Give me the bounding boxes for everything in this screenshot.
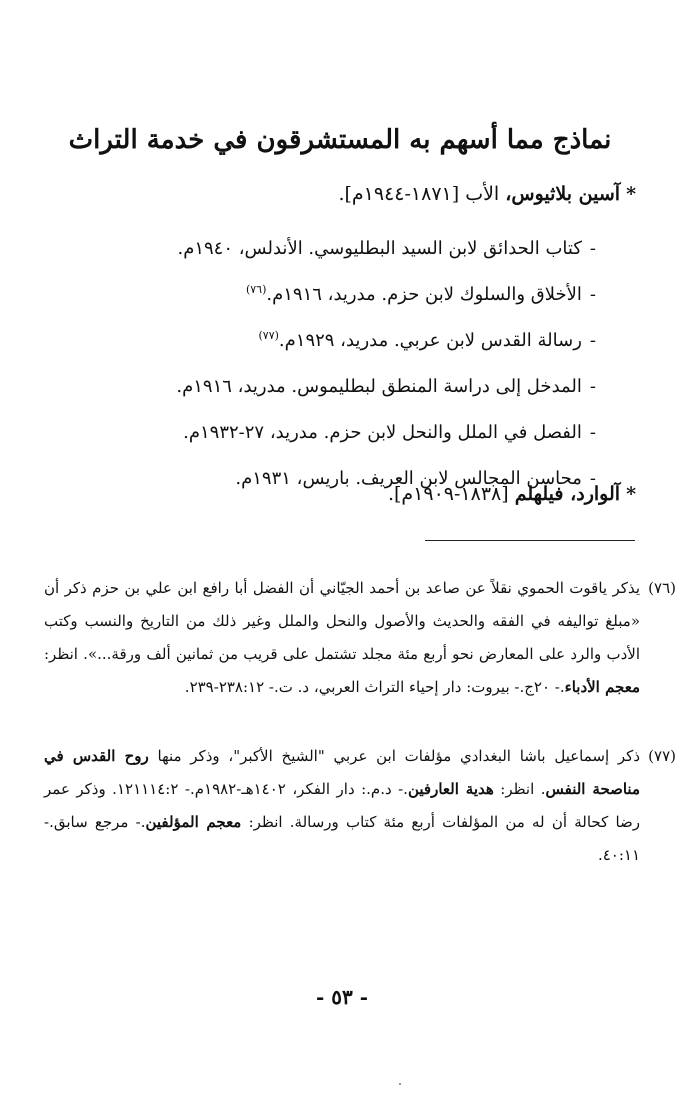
list-item: -رسالة القدس لابن عربي. مدريد، ١٩٢٩م.$^{(٧٧)}$ — [258, 329, 596, 351]
list-item: -محاسن المجالس لابن العريف. باريس، ١٩٣١م. — [235, 468, 596, 489]
footnote-77: (٧٧) ذكر إسماعيل باشا البغدادي مؤلفات ابن عربي "الشيخ الأكبر"، وذكر منها روح القدس في مناصحة النفس. انظر: هدية العارفين.- د.م.: دار الفكر، ١٤٠٢هـ-١٩٨٢م.- ١٢١١١٤:٢. وذكر عمر رضا كحالة أن له من المؤلفات أربع مئة كتاب ورسالة. انظر: معجم المؤلفين.- مرجع سابق.- ٤٠:١١. — [44, 740, 640, 872]
book-title: روح القدس في مناصحة النفس — [44, 747, 640, 798]
entry-name: آسين بلاثيوس، — [505, 183, 621, 205]
footnote-ref: (٧٦) — [245, 283, 267, 296]
scan-speck — [399, 1083, 401, 1085]
footnote-number: (٧٦) — [648, 579, 676, 597]
footnote-ref: (٧٧) — [258, 329, 279, 342]
bullet-star: * — [626, 183, 636, 205]
page-title: نماذج مما أسهم به المستشرقون في خدمة التراث — [68, 125, 612, 155]
footnote-number: (٧٧) — [648, 747, 676, 765]
book-title: معجم الأدباء — [564, 678, 640, 696]
bullet-star: * — [626, 483, 636, 505]
list-item: -كتاب الحدائق لابن السيد البطليوسي. الأندلس، ١٩٤٠م. — [177, 238, 596, 259]
list-item: -الأخلاق والسلوك لابن حزم. مدريد، ١٩١٦م.$^{(٧٦)}$ — [245, 283, 596, 305]
footnote-76: (٧٦) يذكر ياقوت الحموي نقلاً عن صاعد بن أحمد الجيّاني أن الفضل أبا رافع ابن علي بن حزم ذكر أن «مبلغ تواليفه في الفقه والحديث والأصول والنحل والملل وغير ذلك من التاريخ والنسب وكتب الأدب والرد على المعارض نحو أربع مئة مجلد تشتمل على قريب من ثمانين ألف ورقة...». انظر: معجم الأدباء.- ٢٠ج.- بيروت: دار إحياء التراث العربي، د. ت.- ٢٣٨:١٢-٢٣٩. — [44, 572, 640, 704]
page-number: - ٥٣ - — [315, 985, 368, 1009]
works-list — [56, 228, 596, 504]
entry-ahlwardt — [36, 483, 636, 505]
list-item: -المدخل إلى دراسة المنطق لبطليموس. مدريد، ١٩١٦م. — [176, 376, 596, 397]
entry-dates: الأب [١٨٧١-١٩٤٤م]. — [338, 183, 506, 205]
entry-dates: [١٨٣٨-١٩٠٩م]. — [387, 483, 515, 505]
book-title: معجم المؤلفين — [145, 813, 242, 831]
entry-name: آلوارد، فيلهلم — [514, 483, 621, 505]
footnote-divider — [425, 540, 635, 541]
entry-asin-palacios — [36, 183, 636, 205]
list-item: -الفصل في الملل والنحل لابن حزم. مدريد، ٢٧-١٩٣٢م. — [183, 422, 596, 443]
book-title: هدية العارفين — [407, 780, 494, 798]
